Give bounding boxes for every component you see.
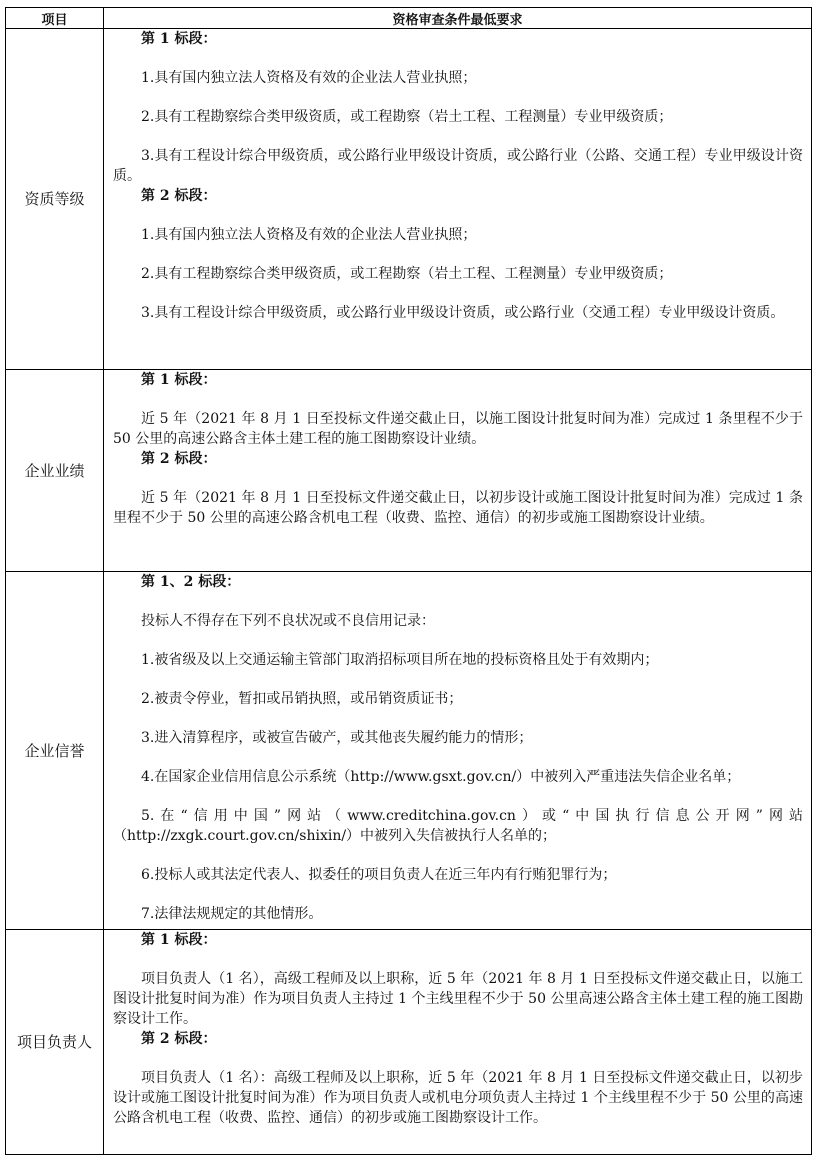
row-qualification-level [6,29,812,370]
row-label: 企业信誉 [6,572,104,930]
section-title: 第 1 标段： [141,932,217,948]
requirement-item: 1.被省级及以上交通运输主管部门取消招标项目所在地的投标资格且处于有效期内； [141,652,659,668]
row-content [104,370,812,572]
row-label: 企业业绩 [6,370,104,572]
row-company-reputation [6,572,812,930]
requirement-item: 5.在“信用中国”网站（www.creditchina.gov.cn）或“中国执行信息公开网”网站（http://zxgk.court.gov.cn/shixin/）中被列入失信被执行人名单的； [113,808,803,844]
header-item: 项目 [6,8,104,29]
row-content [104,29,812,370]
section-title: 第 1、2 标段： [141,574,241,590]
row-company-performance [6,370,812,572]
row-label: 项目负责人 [6,930,104,1155]
requirement-item: 3.进入清算程序，或被宣告破产，或其他丧失履约能力的情形； [141,730,533,746]
header-row [6,8,812,29]
section-title: 第 2 标段： [141,451,217,467]
requirement-item: 1.具有国内独立法人资格及有效的企业法人营业执照； [141,70,477,86]
qualification-table-page [5,7,811,1157]
row-content [104,572,812,930]
requirement-item: 2.具有工程勘察综合类甲级资质，或工程勘察（岩土工程、工程测量）专业甲级资质； [141,266,673,282]
requirement-item: 6.投标人或其法定代表人、拟委任的项目负责人在近三年内有行贿犯罪行为； [141,867,617,883]
row-project-leader [6,930,812,1155]
qualification-table [5,7,812,1155]
requirement-item: 3.具有工程设计综合甲级资质，或公路行业甲级设计资质，或公路行业（交通工程）专业甲级设计资质。 [141,305,785,321]
requirement-item: 2.被责令停业，暂扣或吊销执照，或吊销资质证书； [141,691,463,707]
requirement-item: 2.具有工程勘察综合类甲级资质，或工程勘察（岩土工程、工程测量）专业甲级资质； [141,109,673,125]
requirement-item: 3.具有工程设计综合甲级资质，或公路行业甲级设计资质，或公路行业（公路、交通工程）专业甲级设计资质。 [113,148,803,184]
requirement-item: 近 5 年（2021 年 8 月 1 日至投标文件递交截止日，以施工图设计批复时间为准）完成过 1 条里程不少于 50 公里的高速公路含主体土建工程的施工图勘察设计业绩。 [113,411,803,447]
section-title: 第 1 标段： [141,31,217,47]
requirement-item: 项目负责人（1 名）：高级工程师及以上职称，近 5 年（2021 年 8 月 1 日至投标文件递交截止日，以初步设计或施工图设计批复时间为准）作为项目负责人或机电分项负责人主持过 1 个主线里程不少于 50 公里的高速公路含机电工程（收费、监控、通信）的初步或施工图勘察设计工作。 [113,1070,803,1126]
row-content [104,930,812,1155]
requirement-item: 近 5 年（2021 年 8 月 1 日至投标文件递交截止日，以初步设计或施工图设计批复时间为准）完成过 1 条里程不少于 50 公里的高速公路含机电工程（收费、监控、通信）的初步或施工图勘察设计业绩。 [113,490,803,526]
requirement-item: 4.在国家企业信用信息公示系统（http://www.gsxt.gov.cn/）中被列入严重违法失信企业名单； [141,769,741,785]
header-requirements: 资格审查条件最低要求 [104,8,812,29]
section-title: 第 2 标段： [141,1031,217,1047]
section-title: 第 1 标段： [141,372,217,388]
requirement-item: 7.法律法规规定的其他情形。 [141,906,323,922]
row-label: 资质等级 [6,29,104,370]
requirement-item: 1.具有国内独立法人资格及有效的企业法人营业执照； [141,227,477,243]
requirement-item: 投标人不得存在下列不良状况或不良信用记录： [141,613,435,629]
section-title: 第 2 标段： [141,188,217,204]
requirement-item: 项目负责人（1 名），高级工程师及以上职称，近 5 年（2021 年 8 月 1 日至投标文件递交截止日，以施工图设计批复时间为准）作为项目负责人主持过 1 个主线里程不少于 50 公里高速公路含主体土建工程的施工图勘察设计工作。 [113,971,803,1027]
